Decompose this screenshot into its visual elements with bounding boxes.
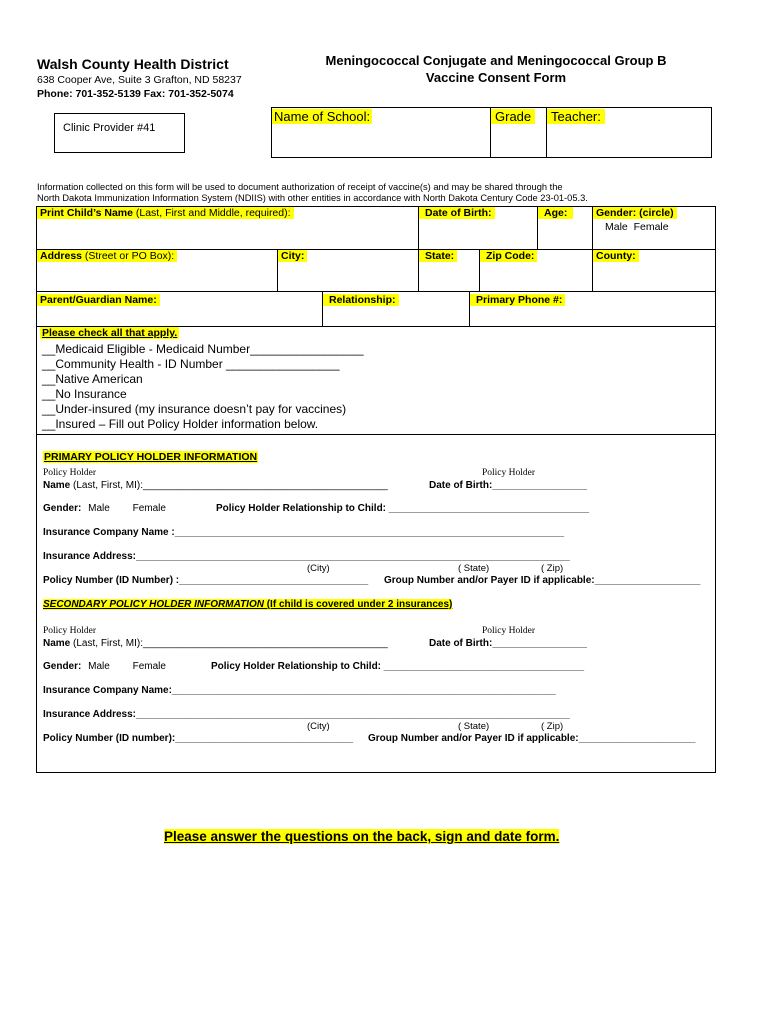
grade-label: Grade	[491, 109, 535, 124]
checkbox-insured[interactable]: __Insured – Fill out Policy Holder information below.	[42, 417, 319, 431]
child-gender-label: Gender: (circle)	[593, 207, 677, 219]
child-zip-label: Zip Code:	[480, 250, 537, 262]
primary-insurance-company-field[interactable]: Insurance Company Name :______________________________________________________________________	[43, 527, 565, 538]
primary-zip-caption: ( Zip)	[541, 563, 564, 574]
clinic-provider-box	[54, 113, 185, 153]
secondary-zip-caption: ( Zip)	[541, 721, 564, 732]
secondary-ph-dob-caption: Policy Holder	[482, 626, 536, 636]
child-name-label: Print Child’s Name (Last, First and Middle, required):	[37, 207, 294, 219]
secondary-policy-number-field[interactable]: Policy Number (ID number):________________________________	[43, 733, 354, 744]
primary-ph-caption: Policy Holder	[43, 468, 97, 478]
footer-instruction: Please answer the questions on the back, sign and date form.	[164, 829, 560, 844]
relationship-field[interactable]	[323, 294, 469, 326]
checkbox-medicaid[interactable]: __Medicaid Eligible - Medicaid Number_________________	[42, 342, 364, 356]
secondary-ph-dob-field[interactable]: Date of Birth:_________________	[429, 638, 587, 649]
secondary-policy-heading: SECONDARY POLICY HOLDER INFORMATION (If child is covered under 2 insurances)	[43, 599, 453, 610]
teacher-field[interactable]	[547, 108, 712, 158]
child-city-label: City:	[278, 250, 307, 262]
secondary-gender-male[interactable]: Male	[88, 661, 110, 672]
divider	[36, 434, 716, 435]
eligibility-heading: Please check all that apply.	[42, 327, 178, 339]
child-address-label: Address (Street or PO Box):	[37, 250, 177, 262]
primary-phone-field[interactable]	[470, 294, 715, 326]
primary-gender-female[interactable]: Female	[132, 503, 166, 514]
child-city-field[interactable]	[278, 250, 418, 291]
child-dob-label: Date of Birth:	[419, 207, 495, 219]
child-county-label: County:	[593, 250, 639, 262]
school-name-label: Name of School:	[274, 109, 371, 124]
clinic-provider-label: Clinic Provider #41	[63, 122, 156, 134]
secondary-group-number-field[interactable]: Group Number and/or Payer ID if applicable:_____________________	[368, 733, 696, 744]
child-name-field[interactable]	[37, 207, 418, 249]
secondary-ph-caption: Policy Holder	[43, 626, 97, 636]
privacy-notice-line1: Information collected on this form will be used to document authorization of receipt of vaccine(s) and may be shared through the	[37, 182, 563, 192]
secondary-state-caption: ( State)	[458, 721, 490, 732]
secondary-gender-female[interactable]: Female	[132, 661, 166, 672]
primary-gender-field[interactable]	[43, 503, 166, 514]
secondary-ph-name-field[interactable]: Name (Last, First, MI):____________________________________________	[43, 638, 388, 649]
child-gender-options[interactable]: Male Female	[605, 221, 669, 233]
form-title-line2: Vaccine Consent Form	[425, 70, 567, 85]
child-age-field[interactable]	[538, 207, 592, 249]
checkbox-under-insured[interactable]: __Under-insured (my insurance doesn’t pay for vaccines)	[42, 402, 347, 416]
primary-insurance-address-field[interactable]: Insurance Address:______________________________________________________________________________	[43, 551, 570, 562]
secondary-insurance-company-field[interactable]: Insurance Company Name:_____________________________________________________________________	[43, 685, 556, 696]
child-address-field[interactable]	[37, 250, 277, 291]
org-phone-fax: Phone: 701-352-5139 Fax: 701-352-5074	[37, 88, 234, 100]
primary-city-caption: (City)	[307, 563, 330, 574]
primary-gender-male[interactable]: Male	[88, 503, 110, 514]
child-county-field[interactable]	[593, 250, 715, 291]
grade-field[interactable]	[491, 108, 546, 158]
primary-phone-label: Primary Phone #:	[470, 294, 565, 306]
child-state-label: State:	[419, 250, 457, 262]
primary-policy-heading: PRIMARY POLICY HOLDER INFORMATION	[44, 451, 258, 463]
checkbox-no-insurance[interactable]: __No Insurance	[42, 387, 127, 401]
primary-ph-name-field[interactable]: Name (Last, First, MI):____________________________________________	[43, 480, 388, 491]
form-title	[272, 52, 720, 86]
primary-ph-dob-field[interactable]: Date of Birth:_________________	[429, 480, 587, 491]
checkbox-native-american[interactable]: __Native American	[42, 372, 143, 386]
teacher-label: Teacher:	[547, 109, 605, 124]
primary-relationship-field[interactable]: Policy Holder Relationship to Child: ____________________________________	[216, 503, 590, 514]
primary-gender-label: Gender:	[43, 503, 82, 514]
primary-group-number-field[interactable]: Group Number and/or Payer ID if applicable:___________________	[384, 575, 701, 586]
primary-ph-dob-caption: Policy Holder	[482, 468, 536, 478]
org-name: Walsh County Health District	[37, 56, 229, 72]
eligibility-list	[42, 342, 364, 432]
child-age-label: Age:	[538, 207, 573, 219]
secondary-city-caption: (City)	[307, 721, 330, 732]
org-address: 638 Cooper Ave, Suite 3 Grafton, ND 58237	[37, 74, 242, 86]
primary-state-caption: ( State)	[458, 563, 490, 574]
child-state-field[interactable]	[419, 250, 479, 291]
secondary-gender-label: Gender:	[43, 661, 82, 672]
parent-name-label: Parent/Guardian Name:	[37, 294, 160, 306]
secondary-relationship-field[interactable]: Policy Holder Relationship to Child: ____________________________________	[211, 661, 585, 672]
privacy-notice	[37, 182, 588, 204]
secondary-gender-field[interactable]	[43, 661, 166, 672]
form-title-line1: Meningococcal Conjugate and Meningococcal Group B	[325, 53, 667, 68]
school-name-field[interactable]	[272, 108, 490, 158]
privacy-notice-line2: North Dakota Immunization Information System (NDIIS) with other entities in accordance with North Dakota Century Code 23-01-05.3.	[37, 193, 588, 203]
checkbox-community-health[interactable]: __Community Health - ID Number _________________	[42, 357, 340, 371]
child-zip-field[interactable]	[480, 250, 592, 291]
child-dob-field[interactable]	[419, 207, 537, 249]
child-gender-field[interactable]	[593, 207, 715, 249]
primary-policy-number-field[interactable]: Policy Number (ID Number) :__________________________________	[43, 575, 369, 586]
parent-name-field[interactable]	[37, 294, 322, 326]
relationship-label: Relationship:	[323, 294, 399, 306]
secondary-insurance-address-field[interactable]: Insurance Address:______________________________________________________________________________	[43, 709, 570, 720]
divider	[36, 291, 716, 292]
